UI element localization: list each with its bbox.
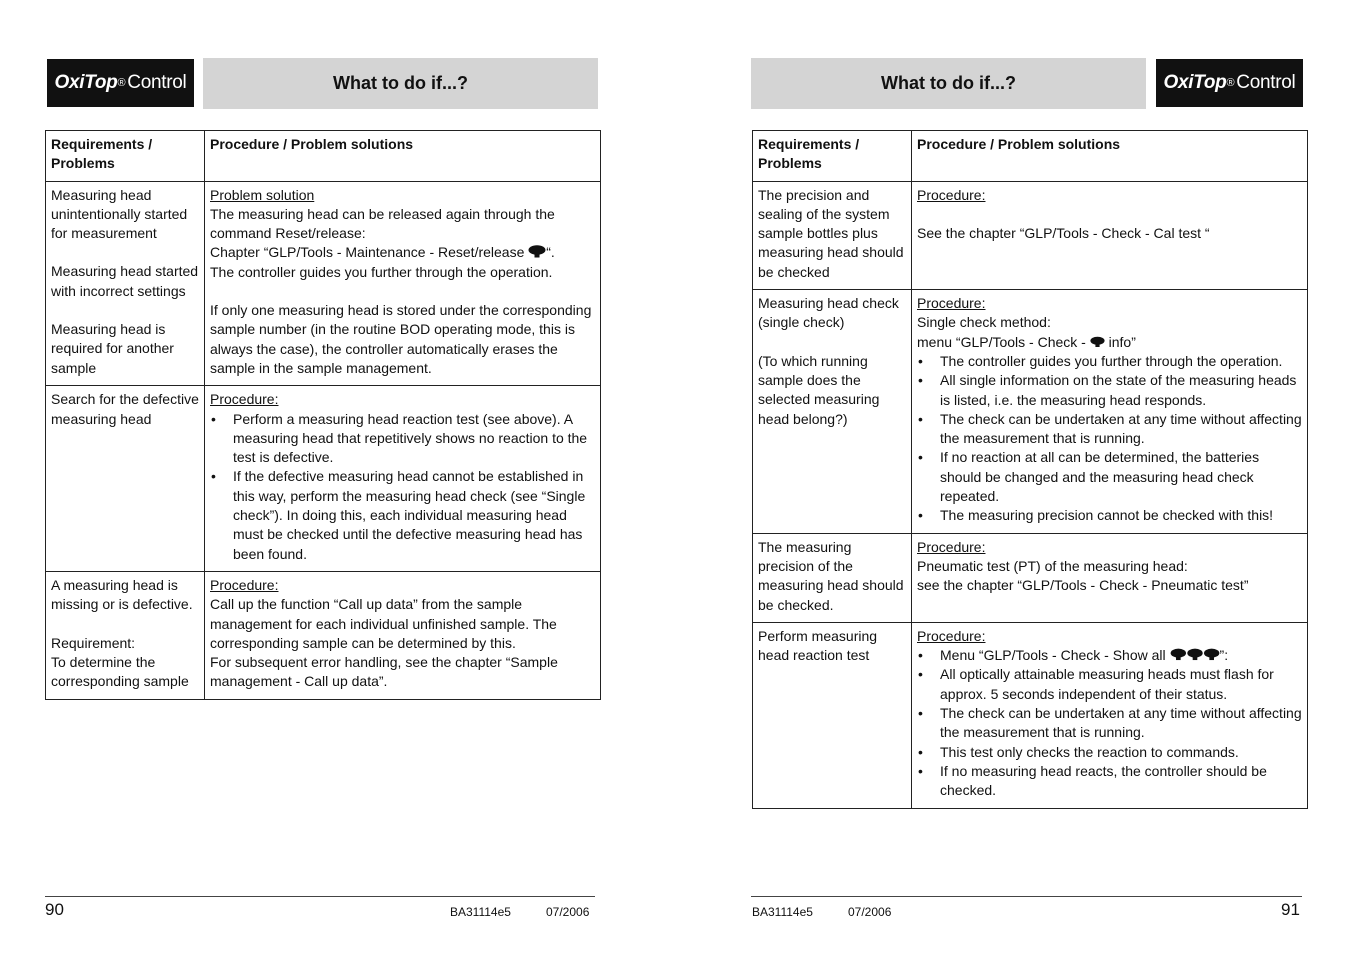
procedure-cell	[912, 181, 1308, 289]
table-header-row	[46, 131, 601, 182]
page-number-left: 90	[45, 900, 64, 919]
procedure-text: Call up the function “Call up data” from the sample management for each individual unfinished sample. The corresponding sample can be determined by this.	[210, 596, 557, 651]
procedure-text: The controller guides you further through the operation.	[210, 263, 553, 280]
title-text: What to do if...?	[333, 73, 468, 93]
procedure-cell	[912, 290, 1308, 534]
requirement-cell: The measuring precision of the measuring head should be checked.	[753, 533, 912, 622]
header-procedure: Procedure / Problem solutions	[912, 131, 1308, 182]
requirement-text: Measuring head unintentionally started for measurement	[51, 186, 188, 242]
footer-rule-left	[45, 896, 595, 897]
procedure-cell	[912, 622, 1308, 808]
procedure-heading: Problem solution	[210, 186, 315, 203]
logo-brand: OxiTop	[1163, 72, 1227, 93]
header-requirements: Requirements / Problems	[46, 131, 205, 182]
requirement-text: To determine the corresponding sample	[51, 653, 189, 690]
table-row	[46, 571, 601, 699]
procedure-text: see the chapter “GLP/Tools - Check - Pneumatic test”	[917, 577, 1249, 594]
title-text: What to do if...?	[881, 73, 1016, 93]
procedure-cell	[205, 386, 601, 572]
doc-date-right: 07/2006	[848, 905, 892, 919]
table-row	[753, 622, 1308, 808]
measuring-head-icon	[1090, 336, 1105, 348]
procedure-heading: Procedure:	[917, 627, 986, 644]
logo-reg: ®	[1226, 77, 1235, 89]
procedure-text: For subsequent error handling, see the chapter “Sample management - Call up data”.	[210, 654, 558, 690]
table-row	[753, 533, 1308, 622]
doc-code-right: BA31114e5	[752, 905, 813, 919]
requirement-cell	[46, 571, 205, 699]
table-row	[46, 386, 601, 572]
procedure-text: Pneumatic test (PT) of the measuring head:	[917, 557, 1188, 574]
bullet-item: • This test only checks the reaction to commands.	[917, 743, 1302, 762]
page-number-right: 91	[1281, 900, 1300, 919]
footer-rule-right	[751, 896, 1302, 897]
procedure-heading: Procedure:	[210, 391, 279, 408]
procedure-cell	[205, 181, 601, 386]
bullet-item: • The measuring precision cannot be checked with this!	[917, 506, 1302, 525]
logo-word: Control	[127, 72, 187, 93]
procedure-text: Chapter “GLP/Tools - Maintenance - Reset/release “.	[210, 244, 555, 261]
bullet-item: • If no measuring head reacts, the controller should be checked.	[917, 762, 1302, 801]
procedure-text: The measuring head can be released again through the command Reset/release:	[210, 205, 555, 242]
header-requirements: Requirements / Problems	[753, 131, 912, 182]
procedure-text: If only one measuring head is stored under the corresponding sample number (in the routine BOD operating mode, this is always the case), the controller automatically erases the sample in the sample management.	[210, 302, 592, 376]
table-row	[753, 181, 1308, 289]
procedure-cell	[205, 571, 601, 699]
requirement-cell: The precision and sealing of the system sample bottles plus measuring head should be checked	[753, 181, 912, 289]
troubleshooting-table-right	[752, 130, 1308, 809]
bullet-item: • The check can be undertaken at any time without affecting the measurement that is running.	[917, 704, 1302, 743]
requirement-text: A measuring head is missing or is defective.	[51, 576, 193, 613]
procedure-heading: Procedure:	[917, 295, 986, 312]
table-row	[753, 290, 1308, 534]
procedure-text: Single check method:	[917, 314, 1051, 331]
requirement-text: Measuring head check (single check)	[758, 295, 899, 331]
requirement-text: (To which running sample does the selected measuring head belong?)	[758, 352, 880, 427]
logo-brand: OxiTop	[54, 72, 118, 93]
page-title-left	[203, 58, 598, 109]
requirement-cell	[46, 181, 205, 386]
table-header-row	[753, 131, 1308, 182]
requirement-text: Measuring head is required for another sample	[51, 321, 174, 376]
procedure-heading: Procedure:	[917, 186, 986, 203]
bullet-item: • Perform a measuring head reaction test (see above). A measuring head that repetitively shows no reaction to the test is defective.	[210, 410, 595, 468]
procedure-cell	[912, 533, 1308, 622]
logo-reg: ®	[117, 77, 126, 89]
bullet-item: • If the defective measuring head cannot be established in this way, perform the measuring head check (see “Single check”). In doing this, each individual measuring head must be checked until the defective measuring head has been found.	[210, 467, 595, 563]
bullet-item: • All optically attainable measuring heads must flash for approx. 5 seconds independent of their status.	[917, 665, 1302, 704]
requirement-cell: Search for the defective measuring head	[46, 386, 205, 572]
logo-word: Control	[1236, 72, 1296, 93]
bullet-item: • Menu “GLP/Tools - Check - Show all ”:	[917, 646, 1302, 665]
bullet-item: • If no reaction at all can be determined, the batteries should be changed and the measuring head check repeated.	[917, 448, 1302, 506]
procedure-heading: Procedure:	[917, 538, 986, 555]
measuring-heads-icon	[1170, 648, 1220, 661]
oxitop-logo-right	[1156, 59, 1303, 107]
requirement-cell	[753, 290, 912, 534]
procedure-text: menu “GLP/Tools - Check - info”	[917, 333, 1136, 350]
troubleshooting-table-left	[45, 130, 601, 700]
requirement-text: Measuring head started with incorrect settings	[51, 263, 199, 299]
bullet-list	[917, 352, 1302, 526]
header-procedure: Procedure / Problem solutions	[205, 131, 601, 182]
procedure-text: See the chapter “GLP/Tools - Check - Cal test “	[917, 224, 1210, 241]
bullet-item: • The check can be undertaken at any time without affecting the measurement that is running.	[917, 410, 1302, 449]
doc-code-left: BA31114e5	[450, 905, 511, 919]
doc-date-left: 07/2006	[546, 905, 590, 919]
requirement-cell: Perform measuring head reaction test	[753, 622, 912, 808]
requirement-text: Requirement:	[51, 634, 136, 651]
bullet-list	[917, 646, 1302, 800]
oxitop-logo-left	[47, 59, 194, 107]
procedure-heading: Procedure:	[210, 576, 279, 593]
bullet-item: • The controller guides you further through the operation.	[917, 352, 1302, 371]
page-title-right	[751, 58, 1146, 109]
bullet-list	[210, 410, 595, 564]
bullet-item: • All single information on the state of the measuring heads is listed, i.e. the measuring head responds.	[917, 371, 1302, 410]
measuring-head-icon	[528, 245, 546, 258]
table-row	[46, 181, 601, 386]
